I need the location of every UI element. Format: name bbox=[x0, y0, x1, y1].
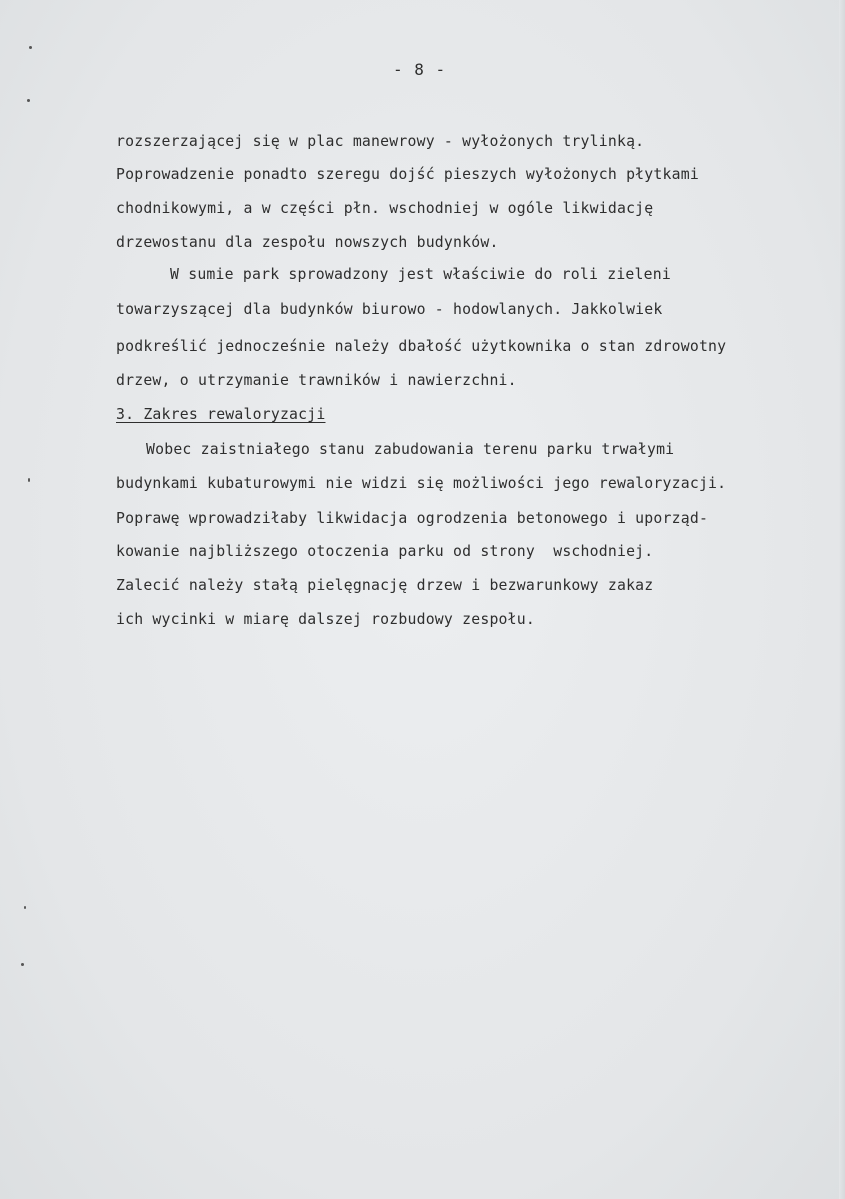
text-line: budynkami kubaturowymi nie widzi się możliwości jego rewaloryzacji. bbox=[116, 475, 727, 492]
page-number: - 8 - bbox=[393, 60, 447, 79]
scan-speck bbox=[24, 906, 26, 909]
text-line: kowanie najbliższego otoczenia parku od strony wschodniej. bbox=[116, 543, 654, 560]
section-heading: 3. Zakres rewaloryzacji bbox=[116, 406, 326, 423]
page-edge-shadow bbox=[839, 0, 845, 1199]
text-line: rozszerzającej się w plac manewrowy - wyłożonych trylinką. bbox=[116, 133, 645, 150]
text-line: drzew, o utrzymanie trawników i nawierzchni. bbox=[116, 372, 517, 389]
text-line: Zalecić należy stałą pielęgnację drzew i bezwarunkowy zakaz bbox=[116, 577, 654, 594]
scan-speck bbox=[21, 963, 24, 966]
text-line: podkreślić jednocześnie należy dbałość użytkownika o stan zdrowotny bbox=[116, 338, 727, 355]
scan-speck bbox=[27, 99, 30, 102]
text-line: ich wycinki w miarę dalszej rozbudowy zespołu. bbox=[116, 611, 535, 628]
text-line: drzewostanu dla zespołu nowszych budynków. bbox=[116, 234, 499, 251]
scan-speck bbox=[28, 478, 30, 482]
scan-speck bbox=[29, 46, 32, 49]
text-line: chodnikowymi, a w części płn. wschodniej w ogóle likwidację bbox=[116, 200, 654, 217]
text-line: towarzyszącej dla budynków biurowo - hodowlanych. Jakkolwiek bbox=[116, 301, 663, 318]
text-line: Wobec zaistniałego stanu zabudowania terenu parku trwałymi bbox=[146, 441, 675, 458]
text-line: W sumie park sprowadzony jest właściwie do roli zieleni bbox=[170, 266, 671, 283]
text-line: Poprowadzenie ponadto szeregu dojść pieszych wyłożonych płytkami bbox=[116, 166, 699, 183]
text-line: Poprawę wprowadziłaby likwidacja ogrodzenia betonowego i uporząd- bbox=[116, 510, 709, 527]
